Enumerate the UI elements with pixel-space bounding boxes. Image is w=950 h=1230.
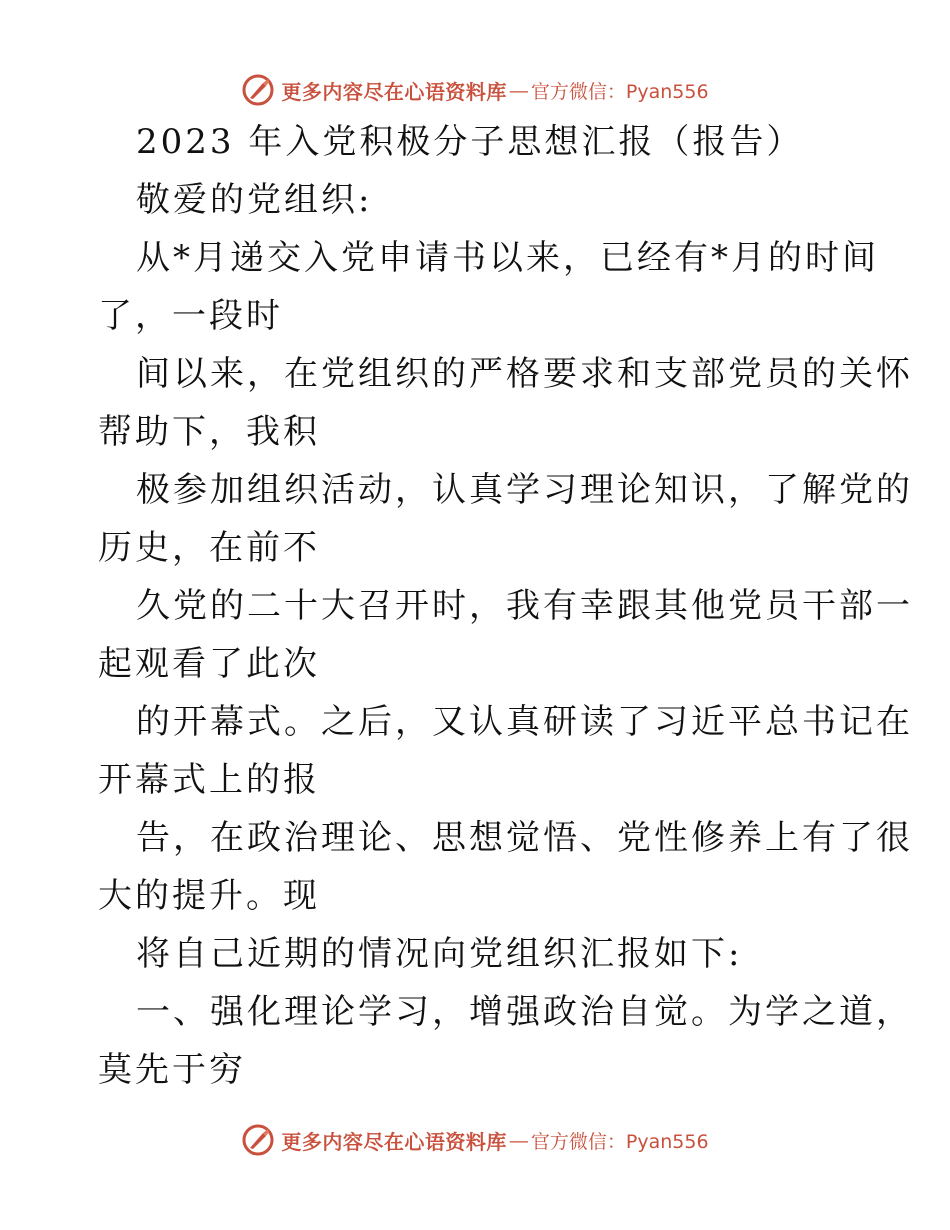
watermark-dash: — (508, 78, 529, 102)
paragraph-line: 历史，在前不 (98, 528, 320, 568)
paragraph-line: 大的提升。现 (98, 876, 320, 916)
paragraph-line: 将自己近期的情况向党组织汇报如下: (136, 934, 743, 974)
header-watermark (0, 70, 950, 110)
paragraph-line: 帮助下，我积 (98, 412, 320, 452)
quill-logo-icon (241, 1123, 275, 1157)
paragraph-line: 的开幕式。之后，又认真研读了习近平总书记在 (136, 702, 913, 742)
paragraph-line: 了，一段时 (98, 296, 283, 336)
watermark-dash: — (508, 1128, 529, 1152)
document-title: 2023 年入党积极分子思想汇报（报告） (136, 122, 804, 162)
quill-logo-icon (241, 73, 275, 107)
section-heading-line: 一、强化理论学习，增强政治自觉。为学之道， (136, 992, 913, 1032)
paragraph-line: 间以来，在党组织的严格要求和支部党员的关怀 (136, 354, 913, 394)
footer-watermark (0, 1120, 950, 1160)
paragraph-line: 从*月递交入党申请书以来，已经有*月的时间 (136, 238, 879, 278)
paragraph-line: 开幕式上的报 (98, 760, 320, 800)
watermark-wechat-text: 官方微信：Pyan556 (530, 1130, 709, 1153)
salutation: 敬爱的党组织: (136, 180, 373, 220)
watermark-wechat-text: 官方微信：Pyan556 (530, 80, 709, 103)
paragraph-line: 极参加组织活动，认真学习理论知识，了解党的 (136, 470, 913, 510)
paragraph-line: 久党的二十大召开时，我有幸跟其他党员干部一 (136, 586, 913, 626)
paragraph-line: 起观看了此次 (98, 644, 320, 684)
paragraph-line: 告，在政治理论、思想觉悟、党性修养上有了很 (136, 818, 913, 858)
watermark-main-text: 更多内容尽在心语资料库 (281, 1129, 507, 1154)
watermark-main-text: 更多内容尽在心语资料库 (281, 79, 507, 104)
paragraph-line: 莫先于穷 (98, 1050, 246, 1090)
